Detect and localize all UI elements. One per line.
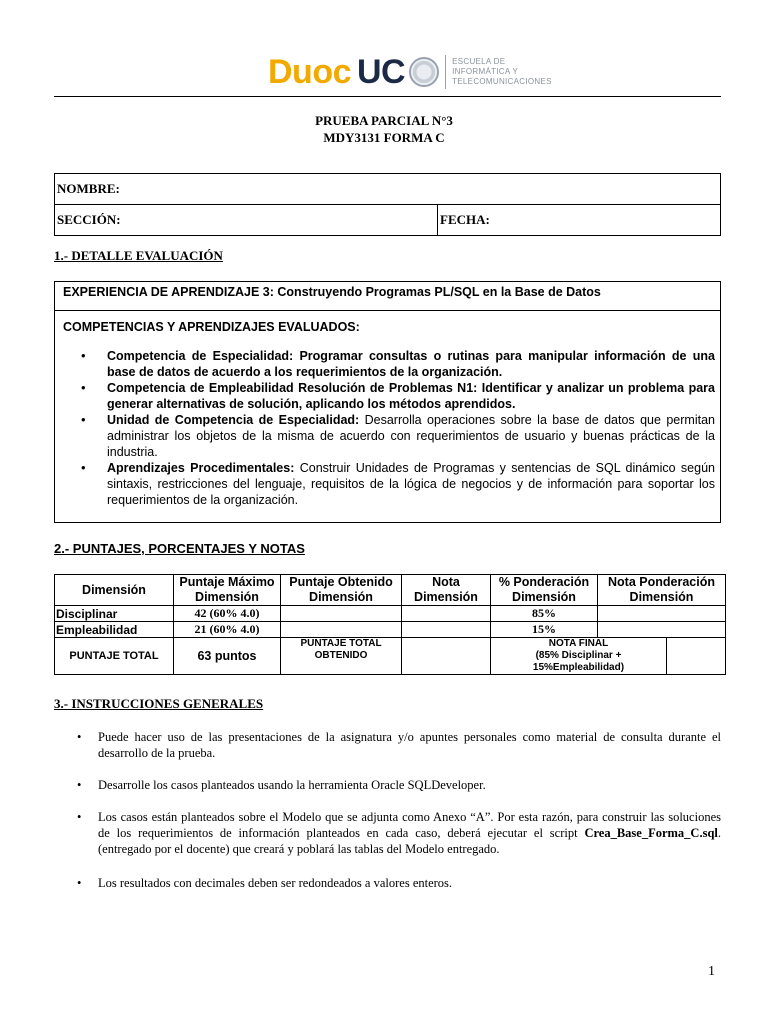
header-weighted-grade: Nota Ponderación Dimensión (598, 575, 726, 606)
row-dimension: Empleabilidad (55, 622, 174, 638)
total-value: 63 puntos (174, 638, 281, 675)
learning-experience: EXPERIENCIA DE APRENDIZAJE 3: Construyendo Programas PL/SQL en la Base de Datos (55, 282, 720, 311)
final-grade-cell (491, 638, 726, 675)
table-row (55, 606, 726, 622)
exam-title: PRUEBA PARCIAL N°3 (315, 113, 453, 128)
row-weight: 15% (491, 622, 598, 638)
row-weighted-grade[interactable] (598, 606, 726, 622)
row-max-score: 42 (60% 4.0) (174, 606, 281, 622)
bullet-icon: • (77, 810, 82, 824)
row-dimension: Disciplinar (55, 606, 174, 622)
total-label: PUNTAJE TOTAL (55, 638, 174, 675)
bullet-icon: • (77, 876, 82, 890)
instruction-item: • Los resultados con decimales deben ser redondeados a valores enteros. (77, 876, 453, 890)
date-field[interactable]: FECHA: (438, 205, 721, 236)
row-grade[interactable] (402, 622, 491, 638)
page-number: 1 (708, 964, 715, 979)
instruction-item: • Los casos están planteados sobre el Modelo que se adjunta como Anexo “A”. Por esta razón, para construir las soluciones de los requerimientos de información planteados en cada caso, deberá ejecutar el script Crea_Base_Forma_C.sql. (entregado por el docente) que creará y poblará las tablas del Modelo entregado. (77, 810, 721, 856)
logo-duoc-text: Duoc (268, 52, 351, 91)
student-info-table (54, 173, 721, 236)
bullet-icon: • (77, 730, 82, 744)
section-field[interactable]: SECCIÓN: (55, 205, 438, 236)
university-seal-icon (409, 57, 439, 87)
header-dimension: Dimensión (55, 575, 174, 606)
total-obtained-value[interactable] (402, 638, 491, 675)
list-item: • Unidad de Competencia de Especialidad: Desarrolla operaciones sobre la base de datos que permitan administrar los objetos de la misma de acuerdo con requerimientos de usuario y buenas prácticas de la industria. (81, 412, 715, 460)
list-item: • Aprendizajes Procedimentales: Construir Unidades de Programas y sentencias de SQL dinámico según sintaxis, restricciones del lenguaje, requisitos de la lógica de negocios y de información para soportar los requerimientos de la organización. (81, 460, 715, 508)
total-obtained-label: PUNTAJE TOTAL OBTENIDO (281, 638, 402, 675)
name-field[interactable]: NOMBRE: (55, 174, 721, 205)
header-max-score: Puntaje Máximo Dimensión (174, 575, 281, 606)
instruction-item: • Puede hacer uso de las presentaciones de la asignatura y/o apuntes personales como material de consulta durante el desarrollo de la prueba. (77, 730, 721, 760)
competencies-list (81, 348, 715, 508)
institution-logo (268, 50, 552, 94)
row-grade[interactable] (402, 606, 491, 622)
scores-table (54, 574, 726, 675)
section2-heading: 2.- PUNTAJES, PORCENTAJES Y NOTAS (54, 541, 305, 556)
section1-heading: 1.- DETALLE EVALUACIÓN (54, 248, 223, 263)
row-weight: 85% (491, 606, 598, 622)
competencies-title: COMPETENCIAS Y APRENDIZAJES EVALUADOS: (63, 320, 360, 334)
table-row (55, 622, 726, 638)
header-rule (54, 96, 721, 97)
total-row (55, 638, 726, 675)
row-max-score: 21 (60% 4.0) (174, 622, 281, 638)
evaluation-detail-box (54, 281, 721, 523)
section3-heading: 3.- INSTRUCCIONES GENERALES (54, 696, 264, 711)
list-item: • Competencia de Empleabilidad Resolución de Problemas N1: Identificar y analizar un problema para generar alternativas de solución, aplicando los métodos aprendidos. (81, 380, 715, 412)
header-grade: Nota Dimensión (402, 575, 491, 606)
exam-subtitle: MDY3131 FORMA C (323, 130, 445, 145)
instruction-item: • Desarrolle los casos planteados usando la herramienta Oracle SQLDeveloper. (77, 778, 486, 792)
final-grade-value[interactable] (666, 638, 725, 674)
logo-uc-text: UC (357, 52, 406, 91)
header-obtained-score: Puntaje Obtenido Dimensión (281, 575, 402, 606)
final-grade-label: NOTA FINAL (85% Disciplinar + 15%Empleabilidad) (532, 638, 625, 673)
script-filename: Crea_Base_Forma_C.sql (584, 826, 718, 840)
row-obtained-score[interactable] (281, 606, 402, 622)
bullet-icon: • (77, 778, 82, 792)
logo-divider (445, 55, 446, 89)
row-obtained-score[interactable] (281, 622, 402, 638)
list-item: • Competencia de Especialidad: Programar consultas o rutinas para manipular información de una base de datos de acuerdo a los requerimientos de la organización. (81, 348, 715, 380)
header-weight: % Ponderación Dimensión (491, 575, 598, 606)
school-name: ESCUELA DE INFORMÁTICA Y TELECOMUNICACIONES (452, 57, 552, 86)
row-weighted-grade[interactable] (598, 622, 726, 638)
